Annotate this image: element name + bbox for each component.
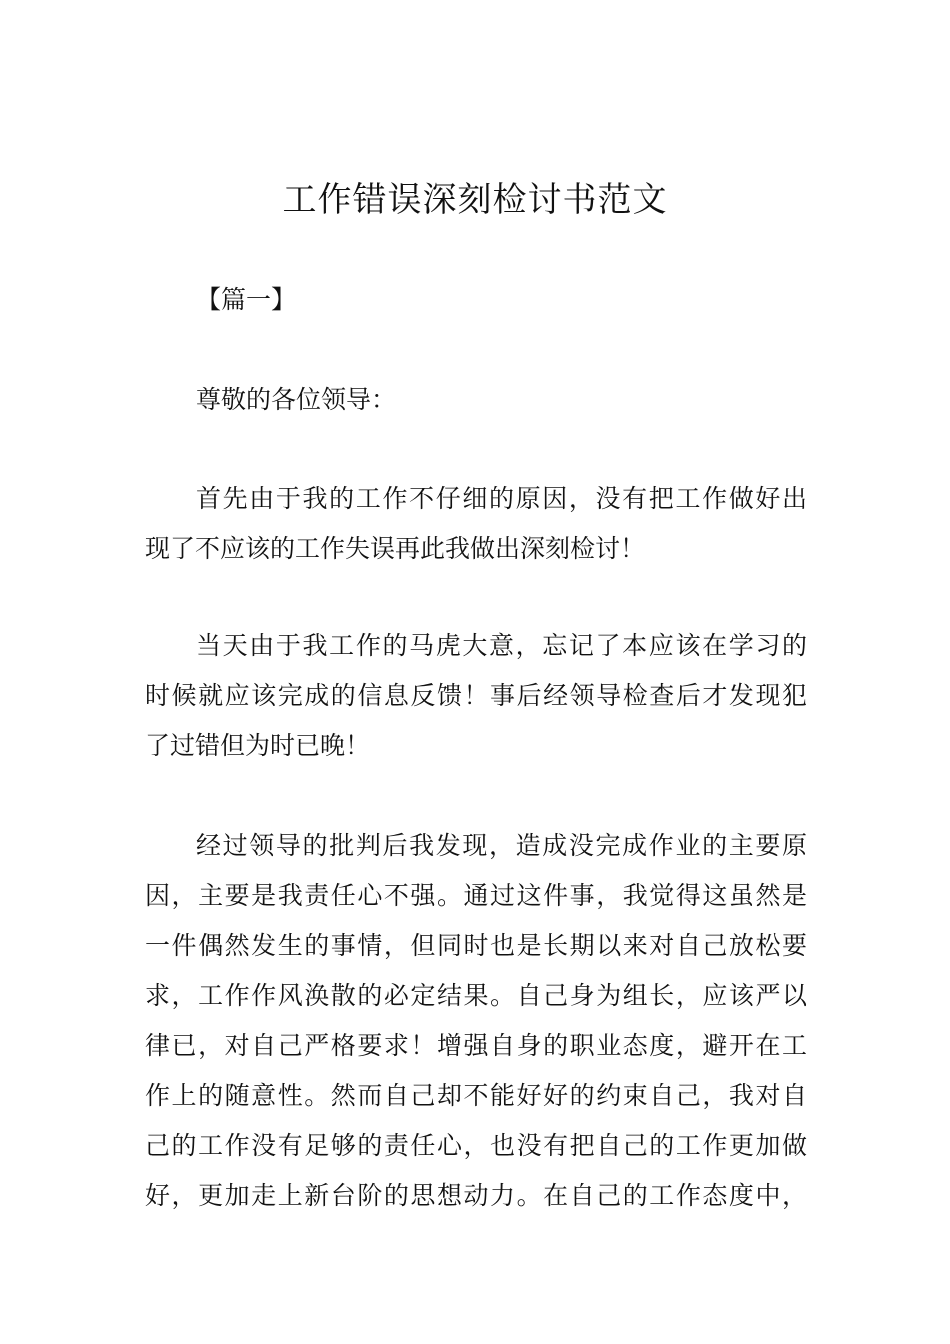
paragraph-line: 时候就应该完成的信息反馈！事后经领导检查后才发现犯 — [145, 681, 807, 710]
paragraph-line: 求，工作作风涣散的必定结果。自己身为组长，应该严以 — [145, 981, 807, 1010]
document-title: 工作错误深刻检讨书范文 — [282, 180, 668, 220]
paragraph-line: 现了不应该的工作失误再此我做出深刻检讨！ — [145, 534, 646, 563]
paragraph-line: 一件偶然发生的事情，但同时也是长期以来对自己放松要 — [145, 931, 807, 960]
section-label: 【篇一】 — [196, 285, 297, 314]
paragraph-line: 作上的随意性。然而自己却不能好好的约束自己，我对自 — [145, 1081, 807, 1110]
paragraph-line: 好，更加走上新台阶的思想动力。在自己的工作态度中， — [145, 1181, 807, 1210]
paragraph-line: 首先由于我的工作不仔细的原因，没有把工作做好出 — [196, 484, 807, 513]
paragraph-line: 律已，对自己严格要求！增强自身的职业态度，避开在工 — [145, 1031, 807, 1060]
paragraph-line: 当天由于我工作的马虎大意，忘记了本应该在学习的 — [196, 631, 807, 660]
paragraph-line: 了过错但为时已晚！ — [145, 731, 371, 760]
paragraph-line: 因，主要是我责任心不强。通过这件事，我觉得这虽然是 — [145, 881, 807, 910]
paragraph-line: 经过领导的批判后我发现，造成没完成作业的主要原 — [196, 831, 807, 860]
salutation: 尊敬的各位领导： — [196, 385, 397, 414]
paragraph-line: 己的工作没有足够的责任心，也没有把自己的工作更加做 — [145, 1131, 807, 1160]
